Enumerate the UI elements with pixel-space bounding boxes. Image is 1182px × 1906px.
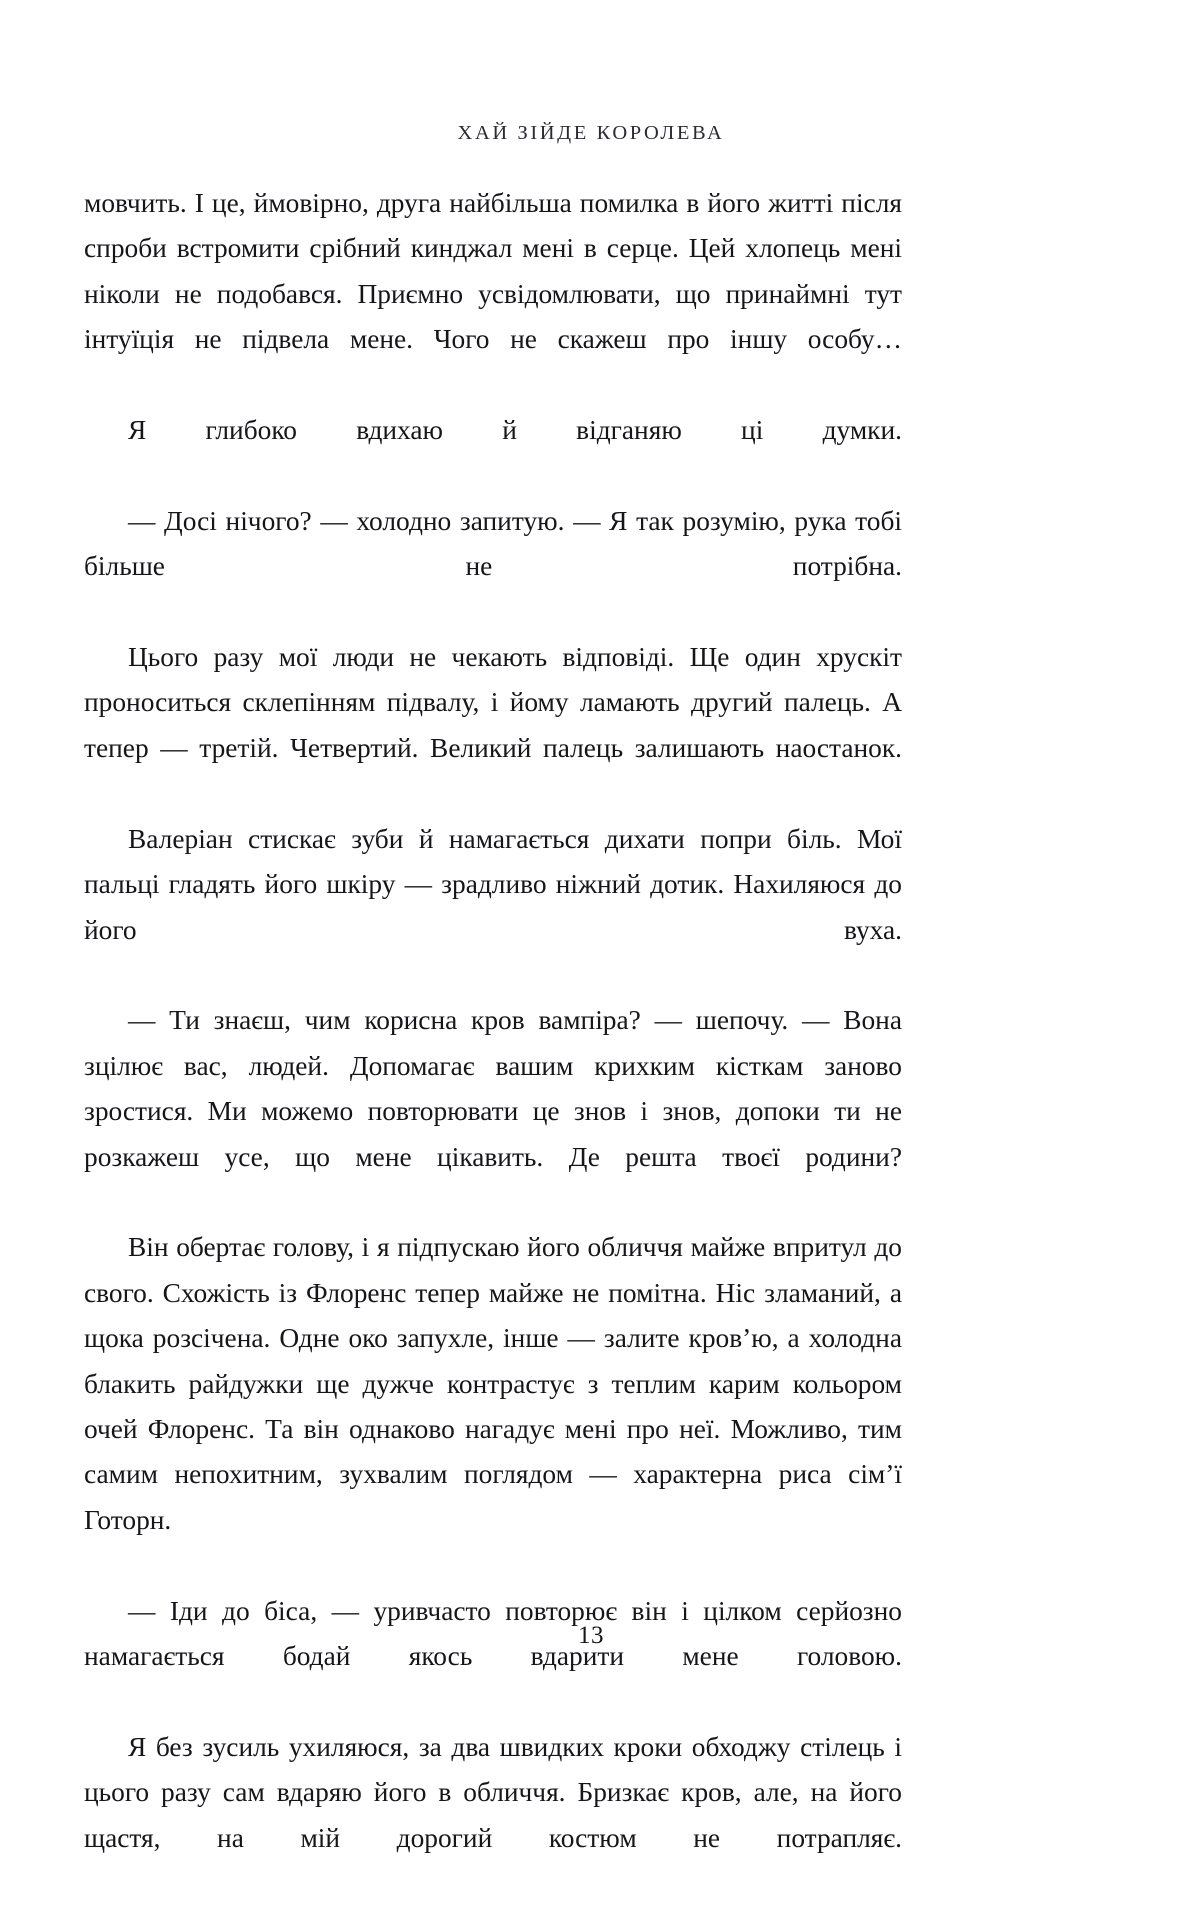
paragraph: Я глибоко вдихаю й відганяю ці думки.: [128, 415, 902, 446]
page-number: 13: [578, 1622, 604, 1649]
paragraph: Цього разу мої люди не чекають відповіді. Ще один хрускіт проноситься склепінням підвалу, і йому ламають другий палець. А тепер — третій. Четвертий. Великий палець залишають наостанок.: [84, 642, 902, 763]
paragraph: — Досі нічого? — холодно запитую. — Я так розумію, рука тобі більше не потрібна.: [84, 505, 902, 582]
paragraph: Я без зусиль ухиляюся, за два швидких кроки обходжу стілець і цього разу сам вдаряю його в обличчя. Бризкає кров, але, на його щастя, на мій дорогий костюм не потрапляє.: [84, 1731, 902, 1853]
paragraph: — Ти знаєш, чим корисна кров вампіра? — шепочу. — Вона зцілює вас, людей. Допомагає вашим крихким кісткам заново зростися. Ми можемо повторювати це знов і знов, допоки ти не розкажеш усе, що мене цікавить. Де решта твоєї родини?: [84, 1005, 902, 1172]
running-header-title: ХАЙ ЗІЙДЕ КОРОЛЕВА: [457, 122, 725, 144]
paragraph: мовчить. І це, ймовірно, друга найбільша помилка в його житті після спроби встромити срібний кинджал мені в серце. Цей хлопець мені ніколи не подобався. Приємно усвідомлювати, що принаймні тут інтуїція не підвела мене. Чого не скажеш про іншу особу…: [84, 188, 902, 355]
paragraph: Він обертає голову, і я підпускаю його обличчя майже впритул до свого. Схожість із Флоренс тепер майже не помітна. Ніс зламаний, а щока розсічена. Одне око запухле, інше — залите кров’ю, а холодна блакить райдужки ще дужче контрастує з теплим карим кольором очей Флоренс. Та він однаково нагадує мені про неї. Можливо, тим самим непохитним, зухвалим поглядом — характерна риса сім’ї Готорн.: [84, 1232, 902, 1535]
paragraph: Валеріан стискає зуби й намагається дихати попри біль. Мої пальці гладять його шкіру — зрадливо ніжний дотик. Нахиляюся до його вуха.: [84, 823, 902, 945]
paragraph: — Іди до біса, — уривчасто повторює він і цілком серйозно намагається бодай якось вдарити мене головою.: [84, 1595, 902, 1671]
